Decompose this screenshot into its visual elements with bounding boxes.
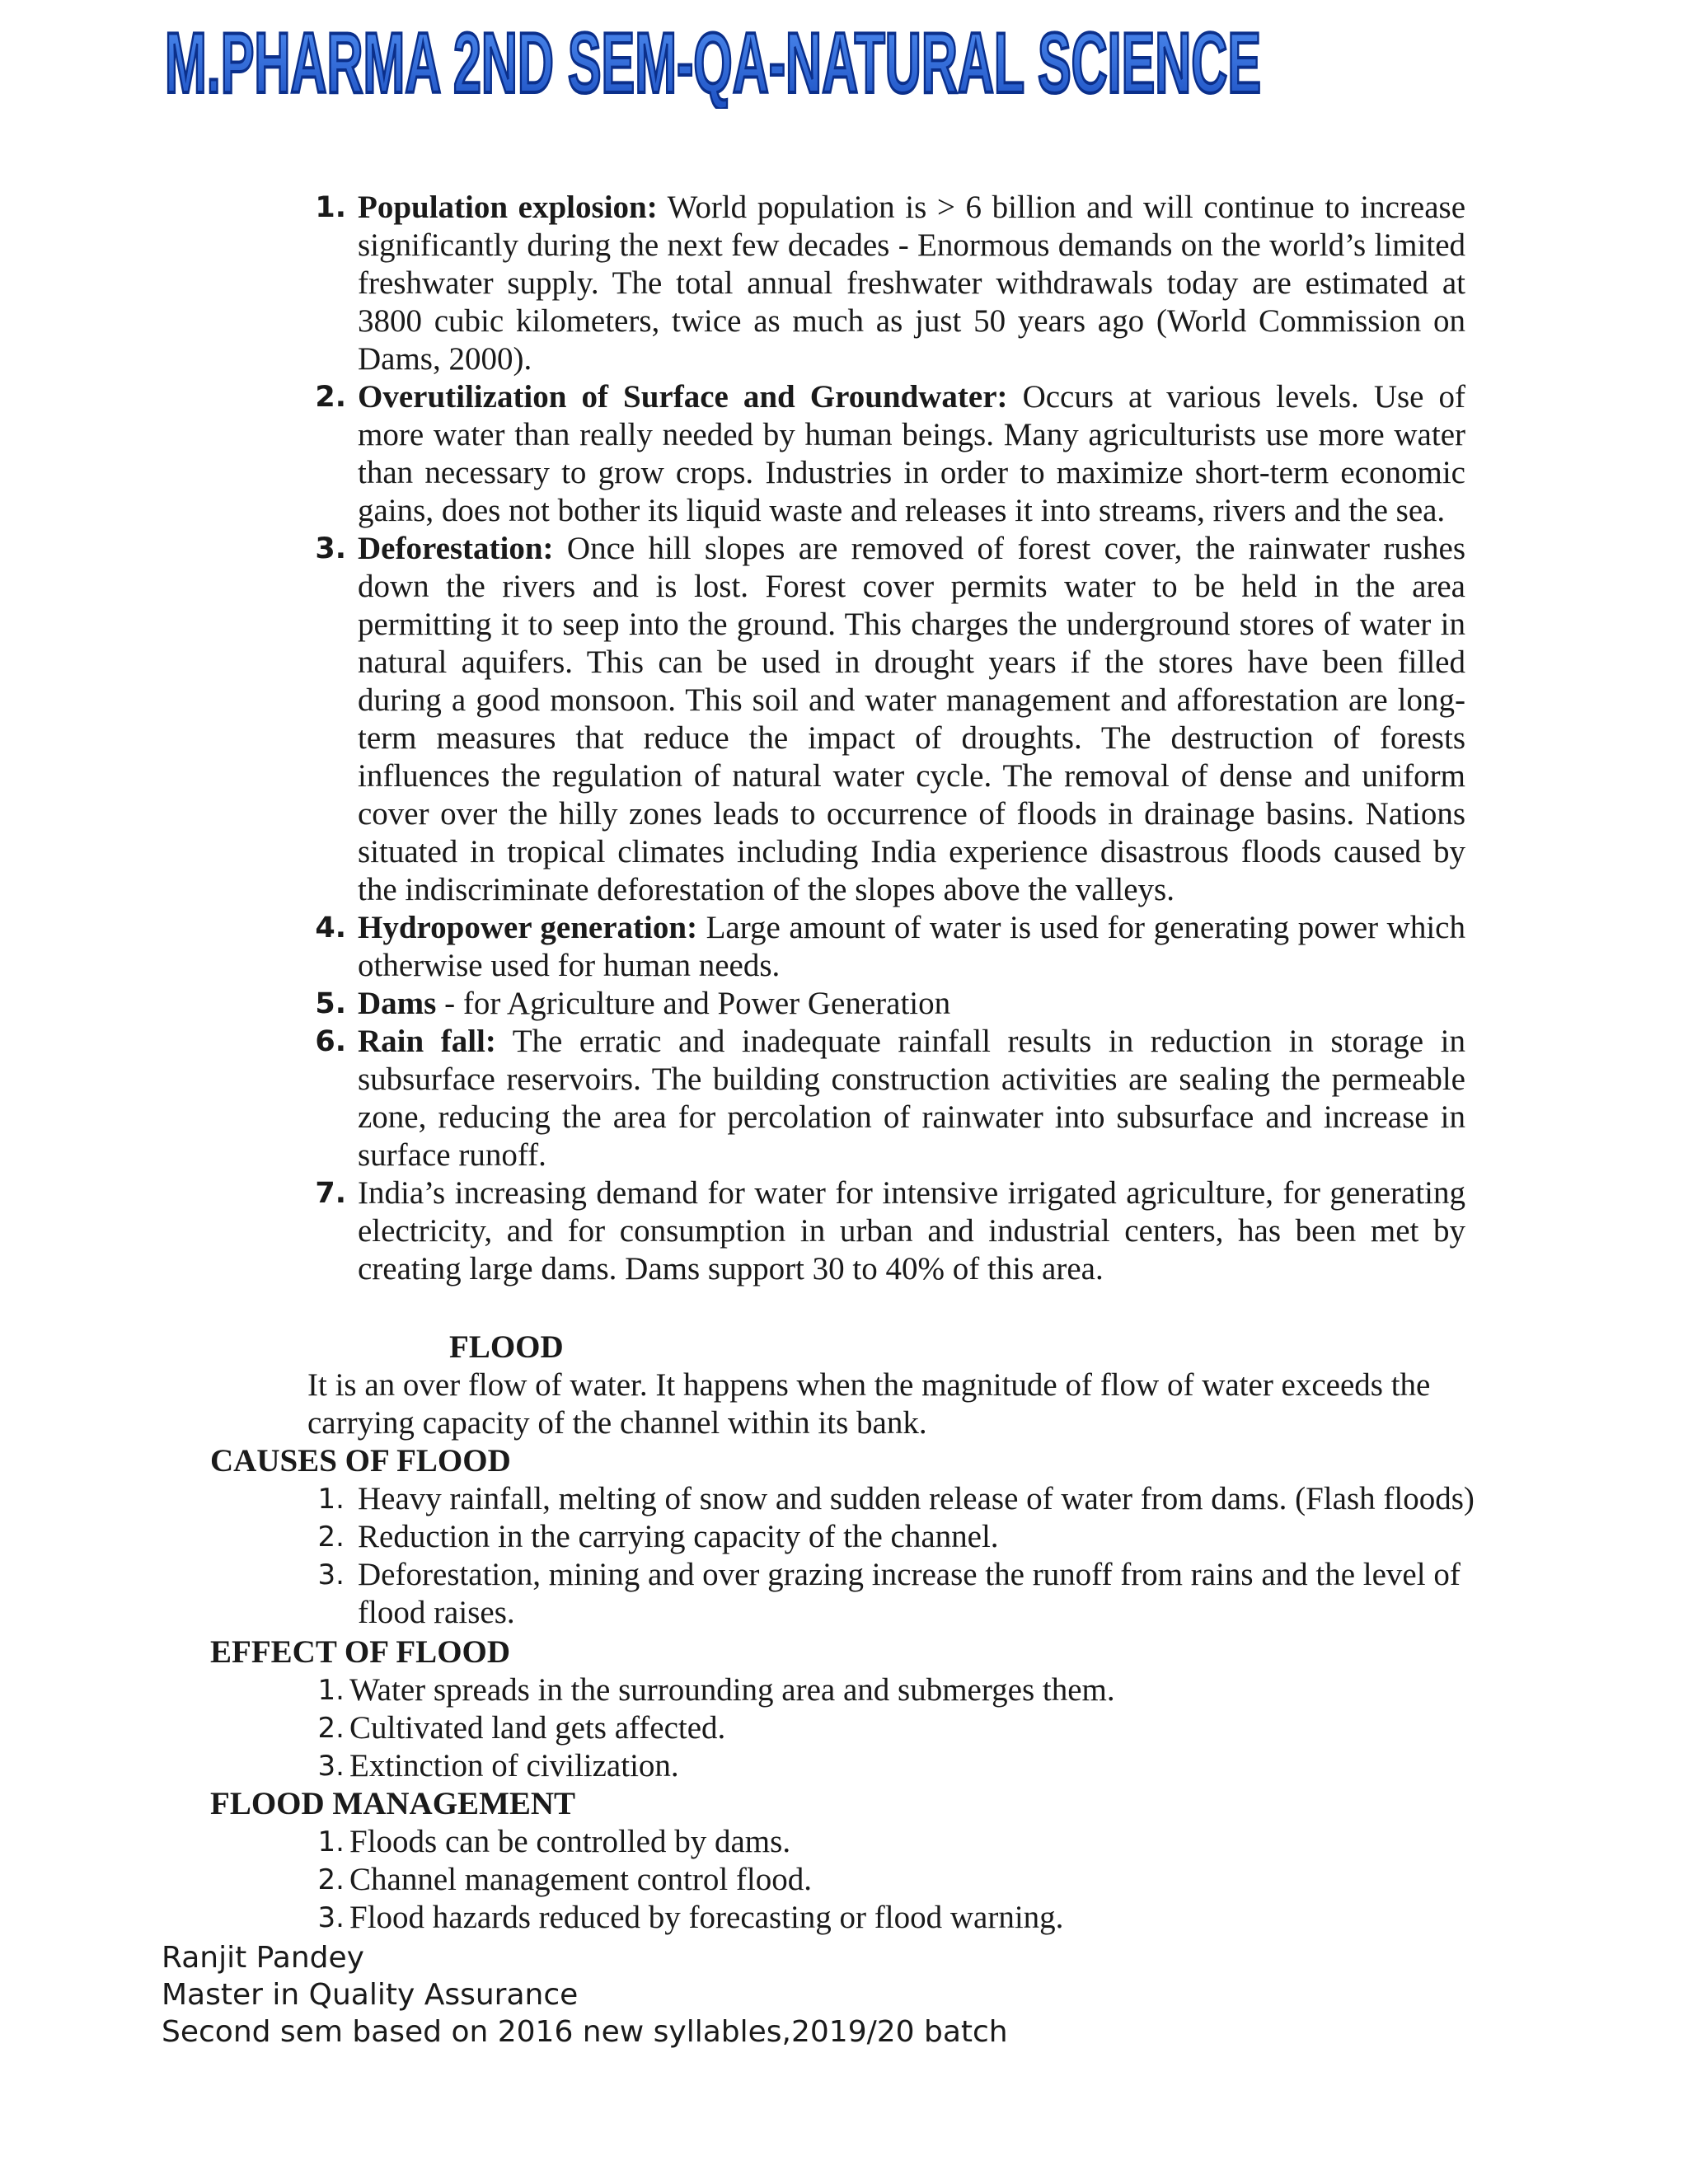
list-item <box>308 1480 1495 1518</box>
flood-intro: It is an over flow of water. It happens when the magnitude of flow of water exceeds the carrying capacity of the channel within its bank. <box>307 1367 1431 1441</box>
management-list <box>308 1823 1495 1937</box>
list-item-text: Floods can be controlled by dams. <box>349 1824 791 1859</box>
list-number: 1. <box>317 1483 345 1516</box>
list-item <box>303 530 1465 909</box>
causes-list <box>308 1480 1495 1632</box>
list-item-text: Flood hazards reduced by forecasting or flood warning. <box>349 1900 1064 1935</box>
list-item <box>308 1861 1495 1899</box>
list-number: 1. <box>317 1674 345 1707</box>
list-item-text: Occurs at various levels. Use of more water than really needed by human beings. Many agriculturists use more water than necessary to grow crops. Industries in order to maximize short-term economic gains, does not bother its liquid waste and releases it into streams, rivers and the sea. <box>358 379 1465 528</box>
author-degree: Master in Quality Assurance <box>162 1978 579 2012</box>
list-item-text: Heavy rainfall, melting of snow and sudden release of water from dams. (Flash floods) <box>358 1481 1475 1516</box>
list-number: 2. <box>317 1521 345 1554</box>
list-item <box>308 1518 1495 1556</box>
list-item-text: Deforestation, mining and over grazing increase the runoff from rains and the level of flood raises. <box>358 1557 1461 1630</box>
list-number: 3. <box>317 1750 345 1783</box>
banner-wordart <box>152 12 1273 109</box>
banner-title <box>152 12 1273 109</box>
list-item-text: Once hill slopes are removed of forest cover, the rainwater rushes down the rivers and is lost. Forest cover permits water to be held in the area permitting it to seep into the ground. This charges the underground stores of water in natural aquifers. This can be used in drought years if the stores have been filled during a good monsoon. This soil and water management and afforestation are long-term measures that reduce the impact of droughts. The destruction of forests influences the regulation of natural water cycle. The removal of dense and uniform cover over the hilly zones leads to occurrence of floods in drainage basins. Nations situated in tropical climates including India experience disastrous floods caused by the indiscriminate deforestation of the slopes above the valleys. <box>358 531 1465 907</box>
list-item <box>308 1899 1495 1937</box>
management-heading: FLOOD MANAGEMENT <box>210 1786 576 1821</box>
list-item <box>308 1747 1495 1785</box>
list-item <box>308 1671 1495 1709</box>
list-item-text: Channel management control flood. <box>349 1862 813 1897</box>
list-item-title: Overutilization of Surface and Groundwater: <box>358 379 1008 415</box>
list-item <box>303 1174 1465 1288</box>
list-item-text: Cultivated land gets affected. <box>349 1710 726 1746</box>
effect-heading: EFFECT OF FLOOD <box>210 1634 511 1670</box>
list-item-title: Rain fall: <box>358 1024 496 1059</box>
list-number: 7. <box>315 1177 346 1210</box>
flood-heading: FLOOD <box>449 1329 564 1365</box>
list-item-text: Reduction in the carrying capacity of the channel. <box>358 1519 999 1554</box>
list-item-title: Dams <box>358 986 437 1021</box>
author-name: Ranjit Pandey <box>162 1941 364 1975</box>
list-item-title: Hydropower generation: <box>358 910 698 945</box>
list-number: 3. <box>315 532 346 565</box>
author-footer <box>162 1939 1008 2050</box>
list-item <box>308 1556 1503 1632</box>
list-number: 1. <box>317 1825 345 1858</box>
list-item <box>308 1709 1495 1747</box>
list-number: 3. <box>317 1901 345 1934</box>
list-item <box>303 909 1465 985</box>
list-item-text: Water spreads in the surrounding area and submerges them. <box>349 1672 1115 1708</box>
list-number: 2. <box>317 1712 345 1745</box>
list-item <box>303 1023 1465 1174</box>
list-item-text: India’s increasing demand for water for intensive irrigated agriculture, for generating electricity, and for consumption in urban and industrial centers, has been met by creating large dams. Dams support 30 to 40% of this area. <box>358 1175 1465 1286</box>
list-number: 3. <box>317 1558 345 1591</box>
batch-note: Second sem based on 2016 new syllables,2019/20 batch <box>162 2015 1008 2049</box>
list-item <box>303 189 1465 378</box>
list-item <box>303 985 1465 1023</box>
water-problems-list <box>303 189 1465 1288</box>
list-item-title: Population explosion: <box>358 190 658 225</box>
list-number: 5. <box>315 987 346 1020</box>
list-item-text: World population is > 6 billion and will continue to increase significantly during the next few decades - Enormous demands on the world’s limited freshwater supply. The total annual freshwater withdrawals today are estimated at 3800 cubic kilometers, twice as much as just 50 years ago (World Commission on Dams, 2000). <box>358 190 1465 377</box>
list-item-text: Large amount of water is used for generating power which otherwise used for human needs. <box>358 910 1465 983</box>
effects-list <box>308 1671 1495 1785</box>
list-item <box>308 1823 1495 1861</box>
list-item-text: - for Agriculture and Power Generation <box>436 986 951 1021</box>
list-item-text: Extinction of civilization. <box>349 1748 679 1783</box>
list-number: 2. <box>317 1863 345 1896</box>
list-number: 6. <box>315 1025 346 1058</box>
banner-text: M.PHARMA 2ND SEM-QA-NATURAL SCIENCE <box>165 16 1261 109</box>
list-number: 2. <box>315 381 346 414</box>
causes-heading: CAUSES OF FLOOD <box>210 1443 511 1479</box>
list-item-text: The erratic and inadequate rainfall results in reduction in storage in subsurface reservoirs. The building construction activities are sealing the permeable zone, reducing the area for percolation of rainwater into subsurface and increase in surface runoff. <box>358 1024 1465 1173</box>
list-item <box>303 378 1465 530</box>
list-item-title: Deforestation: <box>358 531 554 566</box>
list-number: 4. <box>315 912 346 944</box>
list-number: 1. <box>315 191 346 224</box>
